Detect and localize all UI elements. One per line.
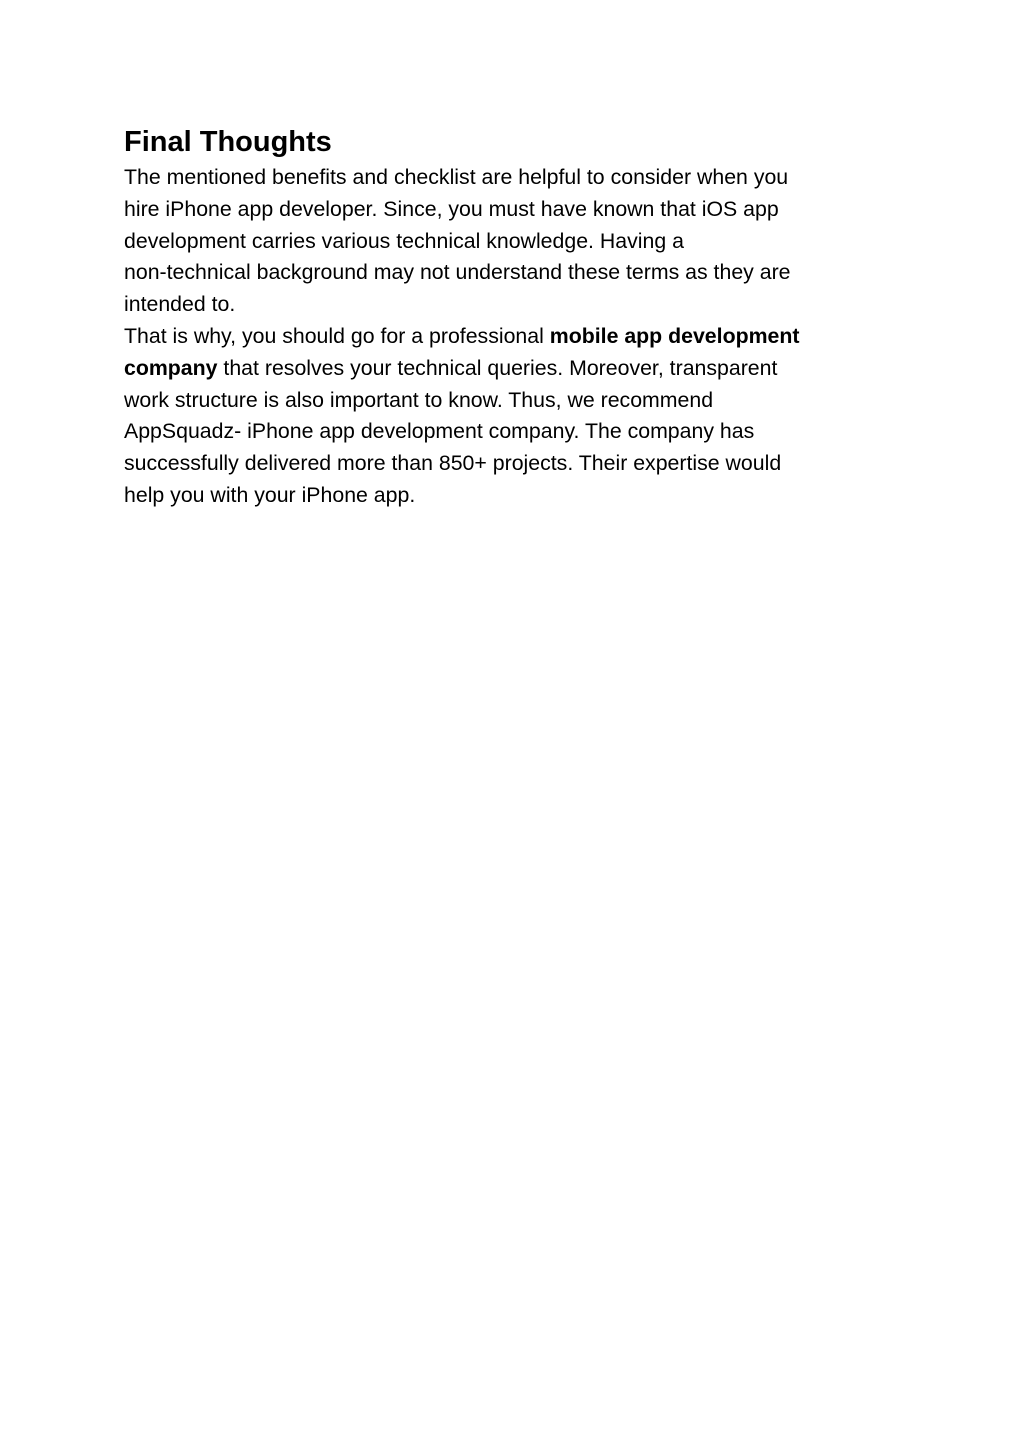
- text-line: The mentioned benefits and checklist are helpful to consider when you: [124, 165, 789, 189]
- text-line: successfully delivered more than 850+ projects. Their expertise would: [124, 451, 782, 476]
- paragraph-intro: [124, 162, 904, 321]
- text-run: That is why, you should go for a professional: [124, 323, 550, 348]
- section-heading: Final Thoughts: [124, 126, 332, 158]
- text-line: non-technical background may not understand these terms as they are: [124, 260, 791, 285]
- paragraph-recommendation: [124, 321, 904, 512]
- text-line: [124, 321, 904, 353]
- text-line: hire iPhone app developer. Since, you must have known that iOS app: [124, 196, 779, 221]
- text-line: development carries various technical knowledge. Having a: [124, 228, 684, 253]
- bold-phrase: company: [124, 355, 218, 380]
- document-page: [124, 122, 904, 512]
- bold-phrase: mobile app development: [549, 323, 800, 348]
- text-line: help you with your iPhone app.: [124, 482, 416, 507]
- text-line: AppSquadz- iPhone app development company. The company has: [124, 419, 755, 444]
- text-line: [124, 353, 904, 385]
- text-line: work structure is also important to know. Thus, we recommend: [124, 387, 714, 412]
- text-line: intended to.: [124, 292, 236, 317]
- text-run: that resolves your technical queries. Moreover, transparent: [217, 355, 778, 380]
